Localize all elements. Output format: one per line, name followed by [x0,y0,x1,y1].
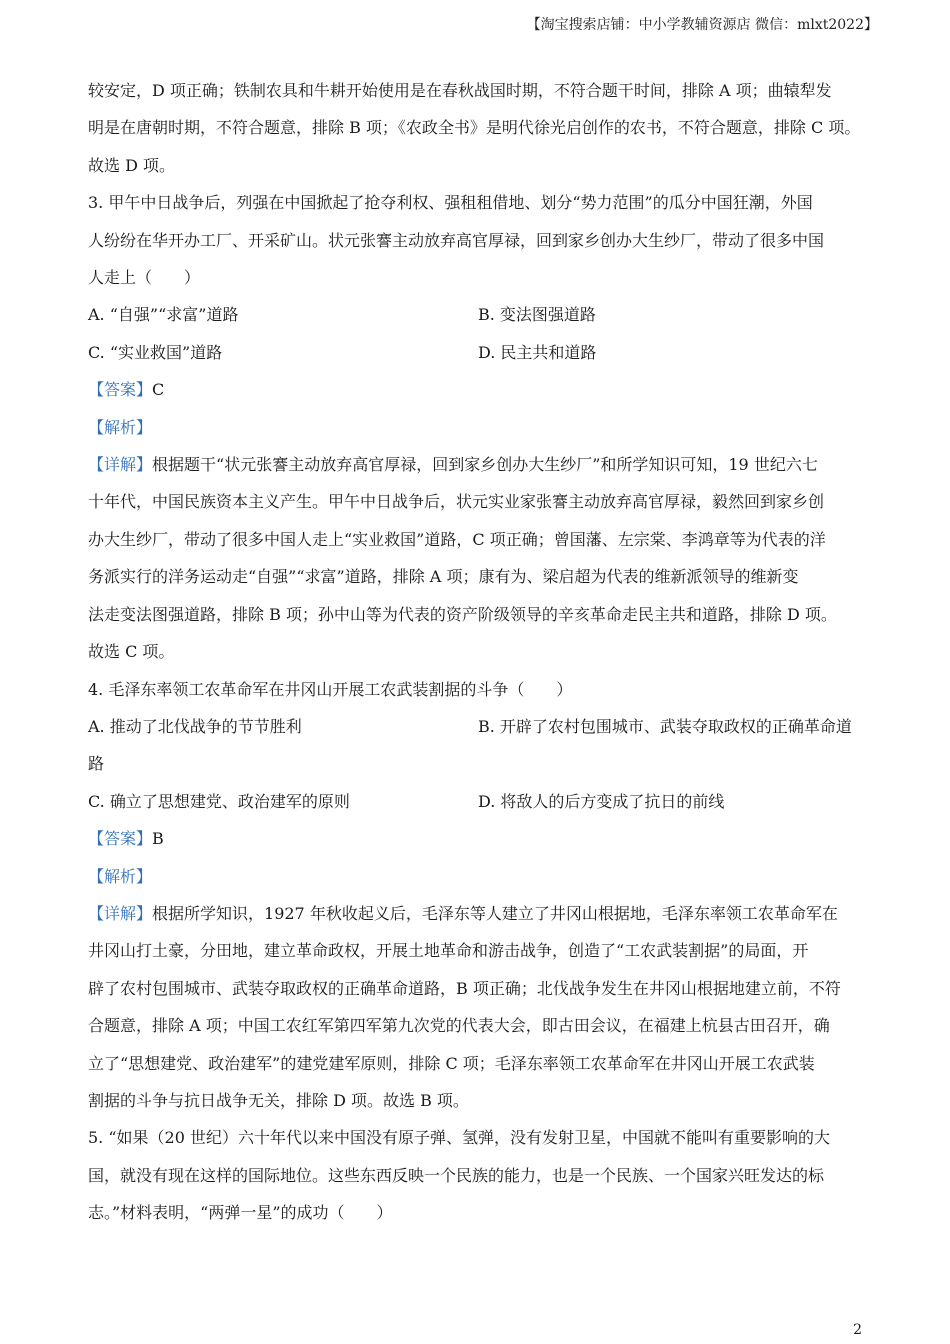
text-line: 明是在唐朝时期，不符合题意，排除 B 项；《农政全书》是明代徐光启创作的农书，不符合题意，排除 C 项。 [88,118,861,138]
detail-line: 合题意，排除 A 项；中国工农红军第四军第九次党的代表大会，即古田会议，在福建上杭县古田召开，确 [88,1016,830,1036]
detail-line: 故选 C 项。 [88,642,175,662]
detail-line: 【详解】根据所学知识，1927 年秋收起义后，毛泽东等人建立了井冈山根据地，毛泽东率领工农革命军在 [88,903,838,923]
option-b: B. 开辟了农村包围城市、武装夺取政权的正确革命道 [478,716,852,736]
detail-line: 立了“思想建党、政治建军”的建党建军原则，排除 C 项；毛泽东率领工农革命军在井冈山开展工农武装 [88,1053,815,1073]
answer-value: C [152,380,165,400]
option-b-continued: 路 [88,754,105,774]
page-header: 【淘宝搜索店铺：中小学教辅资源店 微信：mlxt2022】 [526,17,878,33]
answer-label: 【答案】 [88,829,153,849]
question-4-options [88,708,868,820]
answer-value: B [152,829,164,849]
answer-label: 【答案】 [88,380,153,400]
analysis-label: 【解析】 [88,866,153,886]
question-5-stem: 5. “如果（20 世纪）六十年代以来中国没有原子弹、氢弹，没有发射卫星，中国就不能叫有重要影响的大 [88,1128,830,1148]
detail-line: 十年代，中国民族资本主义产生。甲午中日战争后，状元实业家张謇主动放弃高官厚禄，毅然回到家乡创 [88,492,825,512]
analysis-label: 【解析】 [88,417,153,437]
question-3-options [88,296,868,371]
option-c: C. “实业救国”道路 [88,342,223,362]
question-3-stem: 人纷纷在华开办工厂、开采矿山。状元张謇主动放弃高官厚禄，回到家乡创办大生纱厂，带动了很多中国 [88,230,825,250]
option-a: A. “自强”“求富”道路 [88,305,239,325]
detail-label: 【详解】 [88,903,153,923]
option-d: D. 民主共和道路 [478,342,597,362]
option-a: A. 推动了北伐战争的节节胜利 [88,716,302,736]
detail-line: 【详解】根据题干“状元张謇主动放弃高官厚禄，回到家乡创办大生纱厂”和所学知识可知，19 世纪六七 [88,455,818,475]
text-line: 故选 D 项。 [88,155,176,175]
option-c: C. 确立了思想建党、政治建军的原则 [88,791,350,811]
answer-line [88,820,868,857]
detail-line: 井冈山打土豪，分田地，建立革命政权，开展土地革命和游击战争，创造了“工农武装割据”的局面，开 [88,941,809,961]
detail-label: 【详解】 [88,455,153,475]
detail-line: 割据的斗争与抗日战争无关，排除 D 项。故选 B 项。 [88,1090,469,1110]
document-body [88,72,868,1232]
option-d: D. 将敌人的后方变成了抗日的前线 [478,791,725,811]
text-line: 较安定，D 项正确；铁制农具和牛耕开始使用是在春秋战国时期，不符合题干时间，排除 A 项；曲辕犁发 [88,81,832,100]
detail-line: 法走变法图强道路，排除 B 项；孙中山等为代表的资产阶级领导的辛亥革命走民主共和道路，排除 D 项。 [88,604,837,624]
answer-line [88,371,868,408]
detail-line: 办大生纱厂，带动了很多中国人走上“实业救国”道路，C 项正确；曾国藩、左宗棠、李鸿章等为代表的洋 [88,529,826,549]
question-3-stem: 人走上（ ） [88,268,201,288]
question-5-stem: 国，就没有现在这样的国际地位。这些东西反映一个民族的能力，也是一个民族、一个国家兴旺发达的标 [88,1165,825,1185]
question-5-stem: 志。”材料表明，“两弹一星”的成功（ ） [88,1203,393,1223]
option-b: B. 变法图强道路 [478,305,596,325]
detail-line: 务派实行的洋务运动走“自强”“求富”道路，排除 A 项；康有为、梁启超为代表的维新派领导的维新变 [88,567,799,587]
detail-line: 辟了农村包围城市、武装夺取政权的正确革命道路，B 项正确；北伐战争发生在井冈山根据地建立前，不符 [88,978,841,998]
page-number: 2 [853,1322,862,1338]
question-4-stem: 4. 毛泽东率领工农革命军在井冈山开展工农武装割据的斗争（ ） [88,679,573,699]
question-3-stem: 3. 甲午中日战争后，列强在中国掀起了抢夺利权、强租租借地、划分“势力范围”的瓜分中国狂潮，外国 [88,193,813,213]
